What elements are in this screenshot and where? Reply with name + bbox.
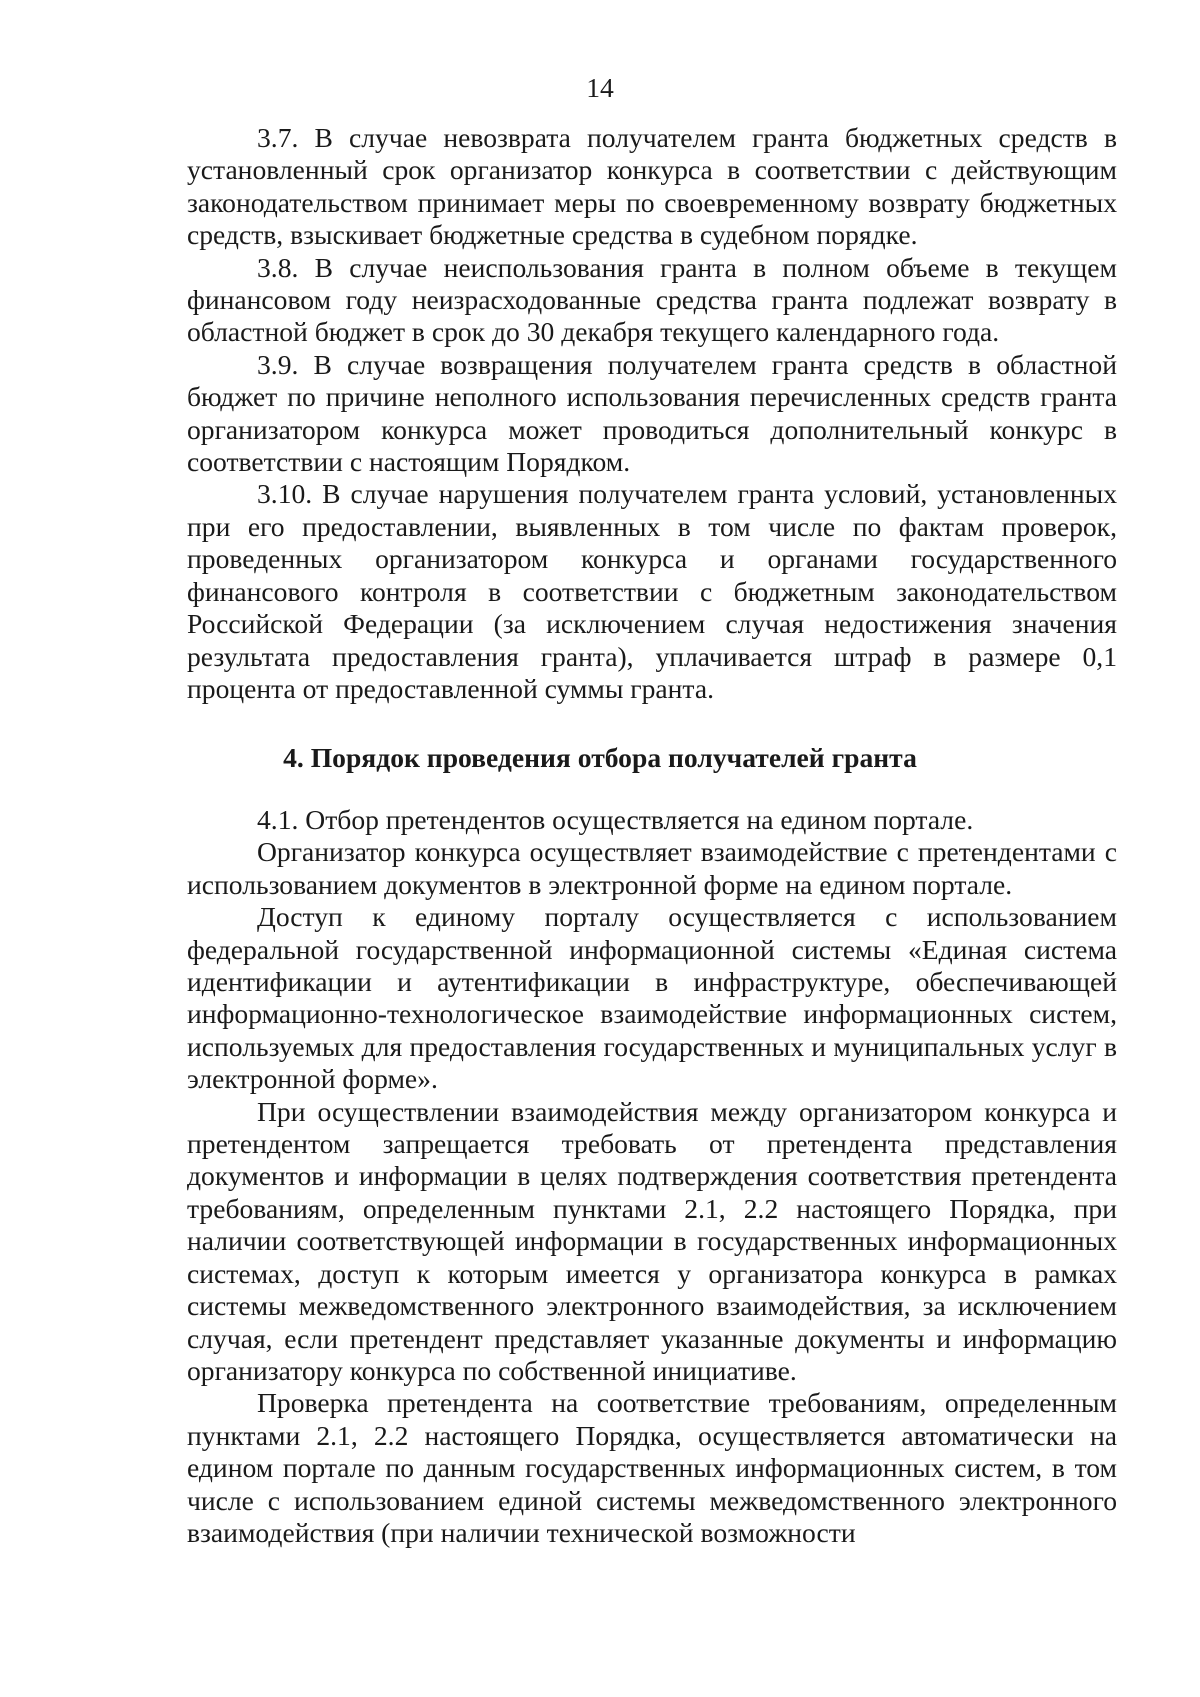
- section-3-body: [187, 122, 1117, 705]
- paragraph-3-10: 3.10. В случае нарушения получателем гранта условий, установленных при его предоставлении, выявленных в том числе по фактам проверок, проведенных организатором конкурса и органами государственного финансового контроля в соответствии с бюджетным законодательством Российской Федерации (за исключением случая недостижения значения результата предоставления гранта), уплачивается штраф в размере 0,1 процента от предоставленной суммы гранта.: [187, 478, 1117, 704]
- page-number: 14: [586, 72, 614, 103]
- paragraph-4-1: 4.1. Отбор претендентов осуществляется на едином портале.: [257, 804, 974, 835]
- paragraph-4-1-verification: Проверка претендента на соответствие требованиям, определенным пунктами 2.1, 2.2 настоящего Порядка, осуществляется автоматически на едином портале по данным государственных информационных систем, в том числе с использованием единой системы межведомственного электронного взаимодействия (при наличии технической возможности: [187, 1387, 1117, 1548]
- paragraph-3-7: 3.7. В случае невозврата получателем гранта бюджетных средств в установленный срок организатор конкурса в соответствии с действующим законодательством принимает меры по своевременному возврату бюджетных средств, взыскивает бюджетные средства в судебном порядке.: [187, 122, 1117, 251]
- section-4-body: [187, 804, 1117, 1549]
- paragraph-3-8: 3.8. В случае неиспользования гранта в полном объеме в текущем финансовом году неизрасходованные средства гранта подлежат возврату в областной бюджет в срок до 30 декабря текущего календарного года.: [187, 251, 1117, 348]
- paragraph-4-1-organizer: Организатор конкурса осуществляет взаимодействие с претендентами с использованием документов в электронной форме на едином портале.: [187, 836, 1117, 900]
- paragraph-3-9: 3.9. В случае возвращения получателем гранта средств в областной бюджет по причине неполного использования перечисленных средств гранта организатором конкурса может проводиться дополнительный конкурс в соответствии с настоящим Порядком.: [187, 348, 1117, 478]
- paragraph-4-1-interaction: При осуществлении взаимодействия между организатором конкурса и претендентом запрещается требовать от претендента представления документов и информации в целях подтверждения соответствия претендента требованиям, определенным пунктами 2.1, 2.2 настоящего Порядка, при наличии соответствующей информации в государственных информационных системах, доступ к которым имеется у организатора конкурса в рамках системы межведомственного электронного взаимодействия, за исключением случая, если претендент представляет указанные документы и информацию организатору конкурса по собственной инициативе.: [187, 1095, 1117, 1386]
- paragraph-4-1-portal-access: Доступ к единому порталу осуществляется с использованием федеральной государственной информационной системы «Единая система идентификации и аутентификации в инфраструктуре, обеспечивающей информационно-технологическое взаимодействие информационных систем, используемых для предоставления государственных и муниципальных услуг в электронной форме».: [187, 901, 1117, 1095]
- section-4-heading: 4. Порядок проведения отбора получателей гранта: [283, 742, 917, 773]
